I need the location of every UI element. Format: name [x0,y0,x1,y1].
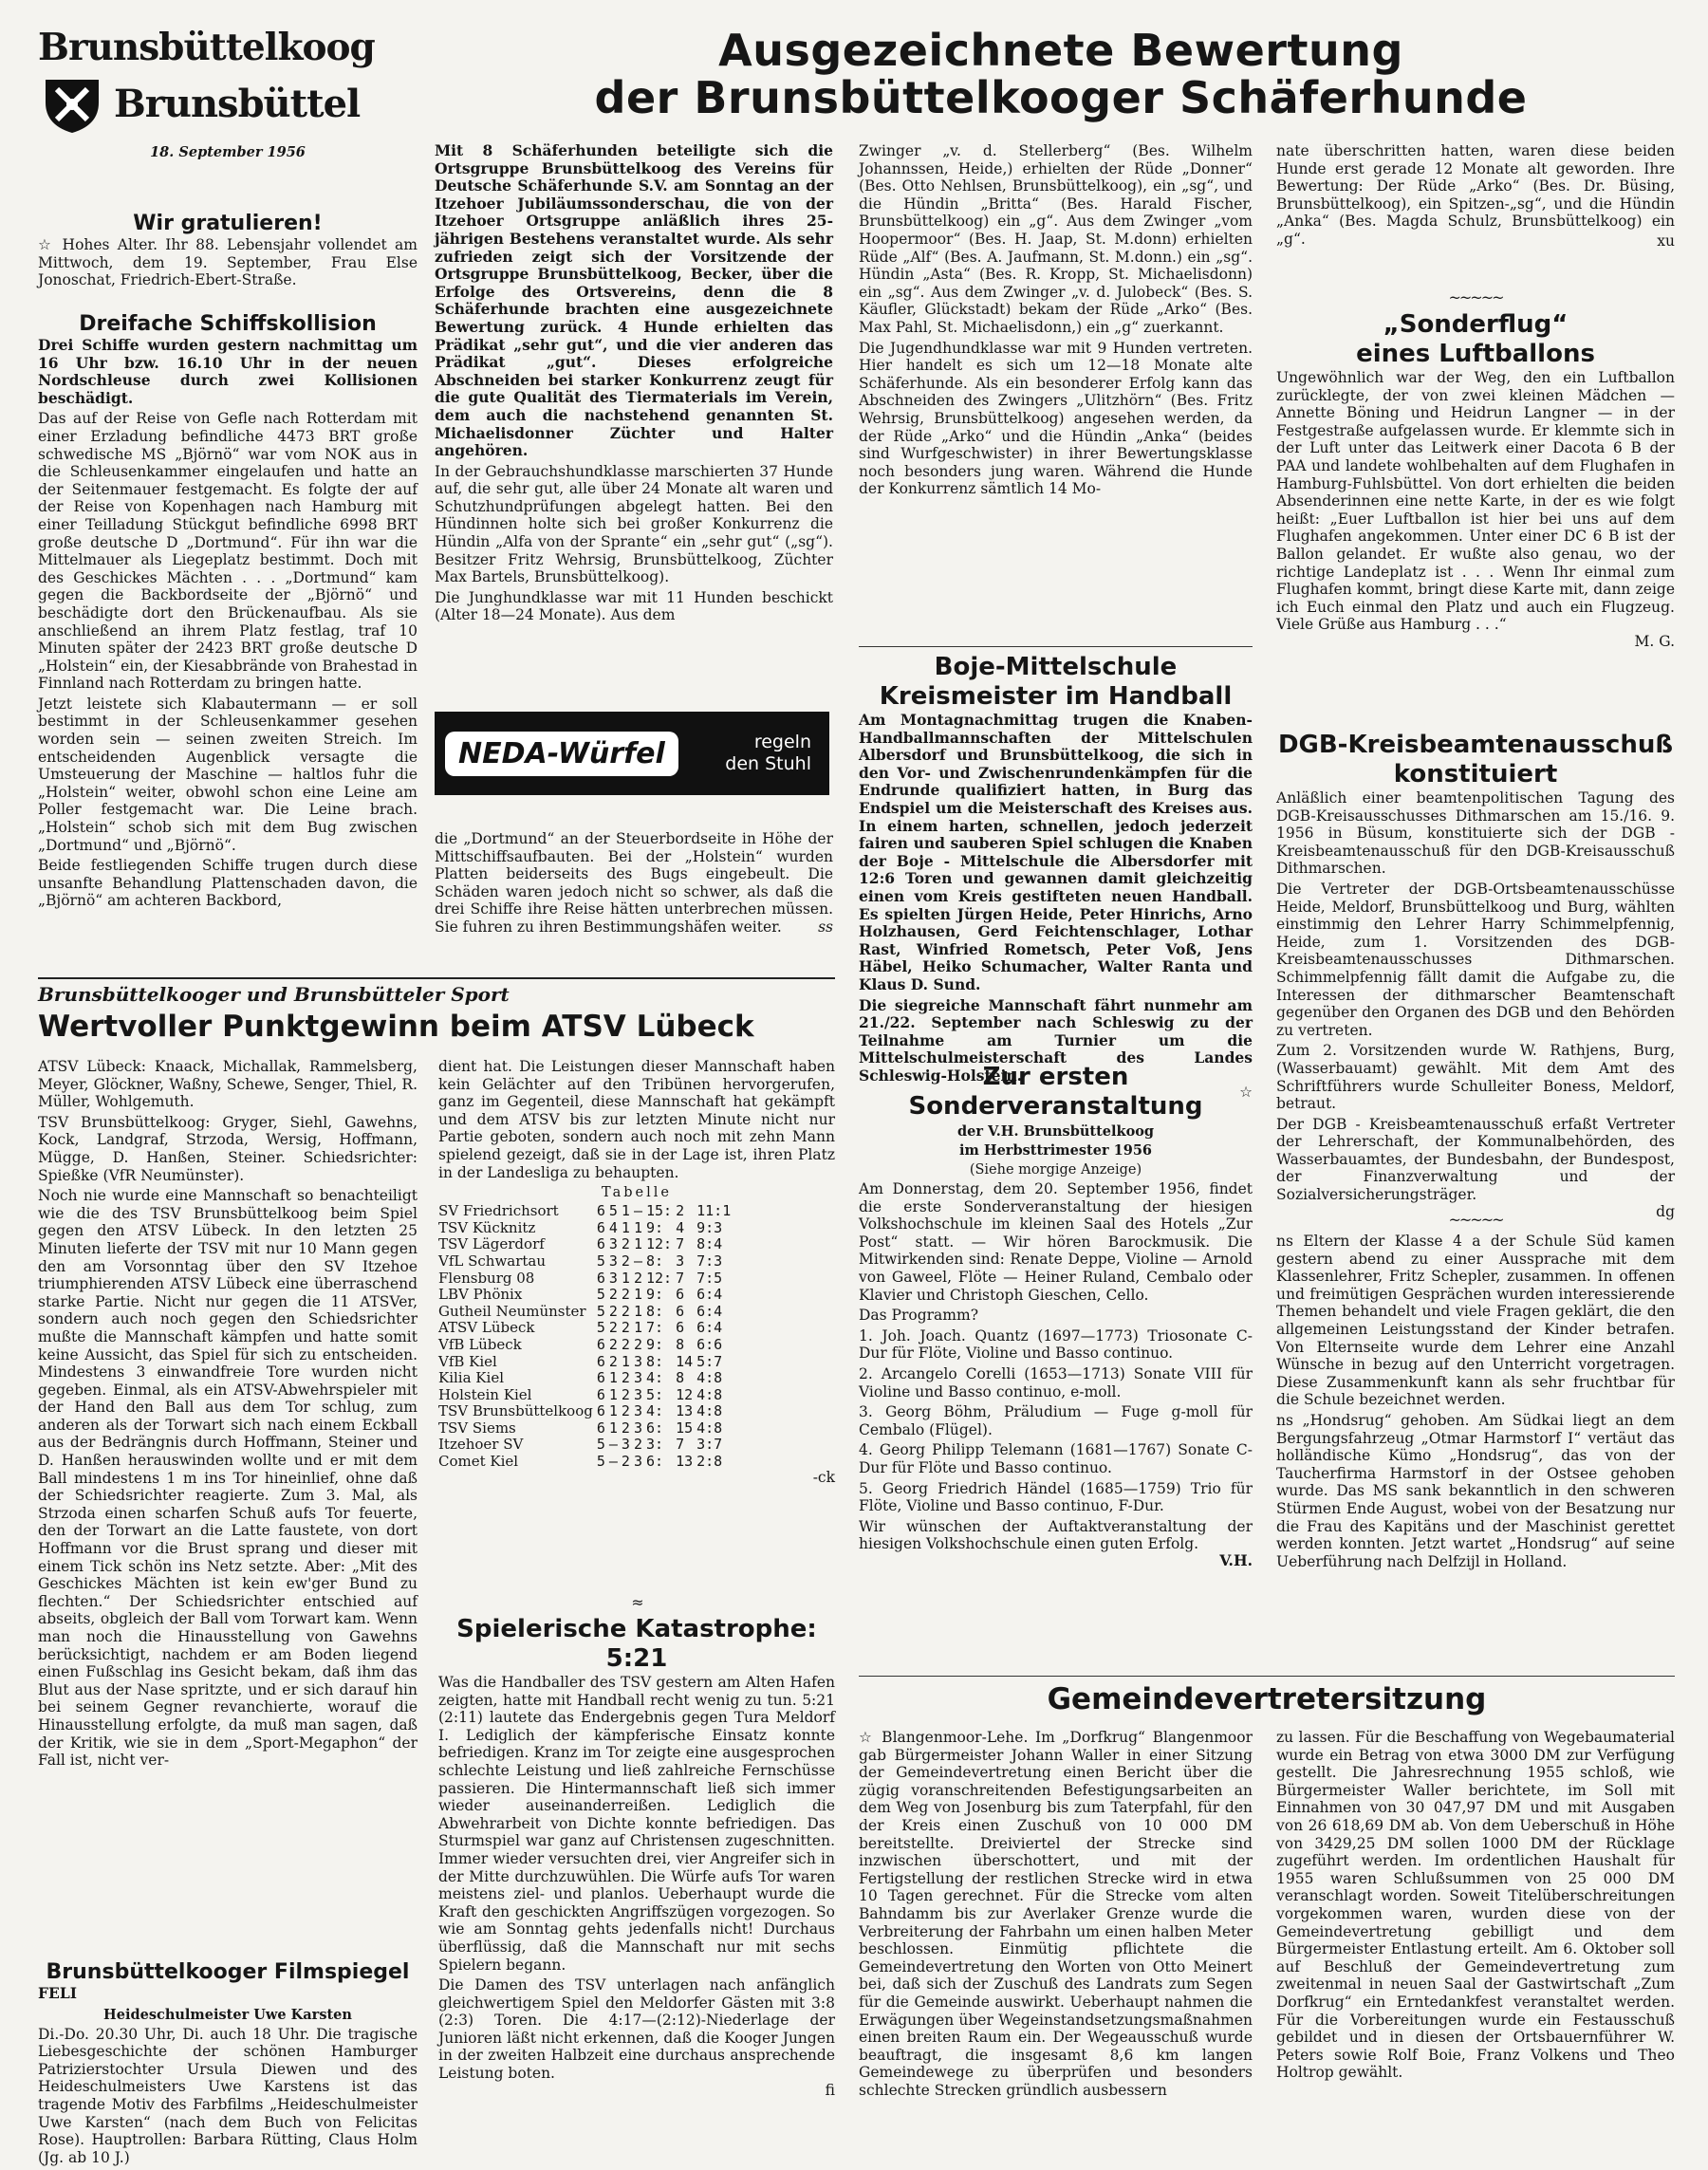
hunde-title-line1: Ausgezeichnete Bewertung [718,25,1403,76]
table-value-cell: 8: [645,1352,664,1370]
table-value-cell: 6:4 [696,1302,723,1320]
table-value-cell: 2 [633,1436,642,1454]
konzert-item: 3. Georg Böhm, Präludium — Fuge g-moll für Cembalo (Flügel). [859,1403,1253,1438]
table-value-cell: 1 [621,1269,630,1287]
table-value-cell: 2 [608,1335,618,1353]
table-value-cell: 4:8 [696,1419,723,1437]
table-team-cell: SV Friedrichsort [438,1202,559,1220]
table-row [438,1287,734,1304]
katastrophe-text2: Die Damen des TSV unterlagen nach anfänglich gleichwertigem Spiel den Meldorfer Gästen mit 3:8 (2:3) Toren. Die 4:17—(2:12)-Niederlage der Junioren läßt nicht erkennen, daß die Kooger Jungen in der zweiten Halbzeit eine durchaus ansprechende Leistung boten. [438,1976,835,2083]
table-value-cell: 1 [633,1235,642,1253]
table-value-cell: 3 [633,1419,642,1437]
dgb-sign: dg [1656,1202,1675,1220]
ballon-title-line1: „Sonderflug“ [1383,310,1569,339]
gemeinde-col1 [859,1729,1253,2102]
table-value-cell: 6 [596,1235,605,1253]
table-value-cell: 4: [645,1402,664,1420]
table-team-cell: ATSV Lübeck [438,1319,535,1337]
table-value-cell: 7 [676,1269,685,1287]
table-row [438,1253,734,1270]
hunde-paragraph: Die Junghundklasse war mit 11 Hunden beschickt (Alter 18—24 Monate). Aus dem [435,588,833,624]
gemeinde-text: ☆ Blangenmoor-Lehe. Im „Dorfkrug“ Blangenmoor gab Bürgermeister Johann Waller in einer Sitzung der Gemeindevertretung einen Bericht über die zügig voranschreitenden Befestigungsarbeiten an dem Weg von Josenburg bis zum Taterpfahl, für den der Kreis einen Zuschuß von 10 000 DM bereitstellte. Dreiviertel der Strecke sind inzwischen überschottert, und mit der Fertigstellung der restlichen Strecke wird in etwa 10 Tagen gerechnet. Für die Strecke vom alten Bahndamm bis zur Averlaker Grenze wurde die Verbreiterung der Fahrbahn um einen halben Meter beschlossen. Einmütig pflichtete die Gemeindevertretung den Worten von Otto Meinert bei, daß sich der Zuschuß des Landrats zum Segen für die Gemeinde auswirkt. Ueberhaupt nahmen die Erwägungen über Wegeinstandsetzungsmaßnahmen einen breiten Raum ein. Der Wegeausschuß wurde beauftragt, die insgesamt 8,6 km langen Gemeindewege zu überprüfen und besonders schlechte Strecken gründlich ausbessern [859,1729,1253,2099]
boje-p1: Am Montagnachmittag trugen die Knaben-Handballmannschaften der Mittelschulen Albersdorf und Brunsbüttelkoog, die sich in den Vor- und Zwischenrundenkämpfen für die Endrunde qualifiziert hatten, in Burg das Endspiel um die Meisterschaft des Kreises aus. In einem harten, schnellen, jedoch jederzeit fairen und sauberen Spiel schlugen die Knaben der Boje - Mittelschule die Albersdorfer mit 12:6 Toren und gewannen damit gleichzeitig einen vom Kreis gestifteten neuen Handball. Es spielten Jürgen Heide, Peter Hinrichs, Arno Holzhausen, Gerd Feichtenschlager, Lothar Rast, Winfried Rometsch, Peter Voß, Jens Häbel, Heiko Schumacher, Walter Ranta und Klaus D. Sund. [859,711,1253,993]
hunde-col3-p: Zwinger „v. d. Stellerberg“ (Bes. Wilhelm Johannssen, Heide,) erhielten der Rüde „Donner“ (Bes. Otto Nehlsen, Brunsbüttelkoog), ein „sg“, und die Hündin „Britta“ (Bes. Harald Fischer, Brunsbüttelkoog) ein „g“. Aus dem Zwinger „vom Hoopermoor“ (Bes. H. Jaap, St. M.donn) erhielten Rüde „Alf“ (Bes. A. Jaufmann, St. M.donn.) ein „sg“. Hündin „Asta“ (Bes. R. Kropp, St. Michaelisdonn) ein „sg“. Aus dem Zwinger „v. d. Julobeck“ (Bes. S. Käufler, Glückstadt) bekam der Rüde „Arko“ (Bes. Max Pahl, St. Michaelisdonn,) ein „g“ zuerkannt. [859,142,1253,336]
table-value-cell: 5 [596,1319,605,1337]
table-team-cell: TSV Kücknitz [438,1218,536,1236]
table-value-cell: 3 [633,1453,642,1471]
table-team-cell: Itzehoer SV [438,1436,524,1454]
table-value-cell: 1 [621,1218,630,1236]
table-value-cell: 4:8 [696,1402,723,1420]
issue-date: 18. September 1956 [150,144,306,160]
hunde-lead: Mit 8 Schäferhunden beteiligte sich die Ortsgruppe Brunsbüttelkoog des Vereins für Deutsche Schäferhunde S.V. am Sonntag an der Itzehoer Jubiläumssonderschau, die von der Itzehoer Ortsgruppe anläßlich ihres 25-jährigen Bestehens veranstaltet wurde. Als sehr zufrieden zeigt sich der Vorsitzende der Ortsgruppe Brunsbüttelkoog, Becker, über die Erfolge des Ortsvereins, denn die 8 Schäferhunde brachten eine ausgezeichnete Bewertung zurück. 4 Hunde erhielten das Prädikat „sehr gut“, und die vier anderen das Prädikat „gut“. Dieses erfolgreiche Abschneiden bei starker Konkurrenz zeugt für die gute Qualität des Tiermaterials im Verein, dem auch die nachstehend genannten St. Michaelisdonner Züchter und Halter angehören. [435,141,833,460]
table-value-cell: — [608,1453,618,1471]
table-team-cell: Gutheil Neumünster [438,1302,586,1320]
article-katastrophe [438,1589,835,2102]
table-value-cell: 13 [676,1453,694,1471]
table-value-cell: 2 [608,1302,618,1320]
table-value-cell: 1 [633,1286,642,1304]
sport-top-rule [38,977,835,979]
table-value-cell: 9:3 [696,1218,723,1236]
table-team-cell: Kilia Kiel [438,1369,504,1387]
table-value-cell: 1 [633,1302,642,1320]
dgb-p: Der DGB - Kreisbeamtenausschuß erfaßt Vertreter der Lehrerschaft, der Kommunalbehörden, des Wasserbauamtes, der Bundesbahn, der Bundespost, der Finanzverwaltung und der Sozialversicherungsträger. [1276,1115,1675,1204]
sport-col2 [438,1058,835,1490]
article-boje [859,640,1253,1104]
table-value-cell: 12: [645,1269,673,1287]
table-value-cell: 3: [645,1436,664,1454]
table-value-cell: 4 [676,1218,685,1236]
kollision-title: Dreifache Schiffskollision [79,312,377,336]
film-movie: Heideschulmeister Uwe Karsten [103,2006,352,2023]
kollision-continuation: die „Dortmund“ an der Steuerbordseite in Höhe der Mittschiffsaufbauten. Bei der „Holstein“ wurden Platten beiderseits des Bugs eingebeult. Die Schäden waren jedoch nicht so schwer, als daß die drei Schiffe ihre Reise hätten unterbrechen müssen. Sie fuhren zu ihren Bestimmungshäfen weiter. [435,830,833,936]
table-row [438,1370,734,1387]
hunde-col2 [859,142,1253,501]
hunde-title-line2: der Brunsbüttelkooger Schäferhunde [594,72,1528,123]
dgb-p: Die Vertreter der DGB-Ortsbeamtenausschüsse Heide, Meldorf, Brunsbüttelkoog und Burg, wählten einstimmig den Lehrer Harry Schimmelpfennig, Heide, zum 1. Vorsitzenden des DGB-Kreisbeamtenausschusses Dithmarschen. Schimmelpfennig fällt damit die Aufgabe zu, die Interessen der dithmarscher Beamtenschaft gegenüber den Organen des DGB und den Behörden zu vertreten. [1276,880,1675,1039]
table-value-cell: 3 [633,1352,642,1370]
table-value-cell: 8 [676,1335,685,1353]
table-value-cell: 1 [621,1352,630,1370]
ornament-divider: ≈ [631,1593,642,1611]
table-value-cell: 2 [621,1319,630,1337]
table-value-cell: 6 [596,1419,605,1437]
table-value-cell: 5 [596,1286,605,1304]
table-team-cell: LBV Phönix [438,1286,523,1304]
table-team-cell: VfB Lübeck [438,1335,522,1353]
ballon-text: Ungewöhnlich war der Weg, den ein Luftballon zurücklegte, der von zwei kleinen Mädchen — Annette Böning und Heidrun Langner — in der Festgestraße aufgelassen wurde. Er klemmte sich in der Luft unter das Leitwerk einer Dacota 6 B der PAA und landete wohlbehalten auf dem Flughafen in Hamburg-Fuhlsbüttel. Von dort erhielten die beiden Absenderinnen eine nette Karte, in der es wie folgt heißt: „Euer Luftballon ist hier bei uns auf dem Flughafen angekommen. Unter einer DC 6 B ist der Ballon gelandet. Er wußte also genau, wo der richtige Landeplatz ist . . . Wenn Ihr einmal zum Flughafen kommt, bringt diese Karte mit, dann zeige ich Euch einmal den Platz und auch ein Flugzeug. Viele Grüße aus Hamburg . . .“ [1276,369,1675,634]
table-value-cell: 3 [608,1235,618,1253]
table-value-cell: 2:8 [696,1453,723,1471]
table-value-cell: 3:7 [696,1436,723,1454]
table-team-cell: TSV Siems [438,1419,516,1437]
film-cinema: FELI [38,1984,77,2002]
table-row [438,1236,734,1253]
table-value-cell: 8:4 [696,1235,723,1253]
masthead [38,27,418,163]
table-value-cell: 6 [676,1319,685,1337]
konzert-item: 4. Georg Philipp Telemann (1681—1767) Sonate C-Dur für Flöte und Basso continuo. [859,1441,1253,1476]
table-value-cell: 7:3 [696,1252,723,1270]
dgb-title-line1: DGB-Kreisbeamtenausschuß [1277,731,1674,759]
sport-col1 [38,1058,418,1772]
table-value-cell: 2 [621,1453,630,1471]
league-table [438,1203,734,1471]
table-value-cell: 6 [596,1352,605,1370]
table-value-cell: 3 [633,1369,642,1387]
table-value-cell: 6:4 [696,1319,723,1337]
table-value-cell: 8 [676,1369,685,1387]
kollision-paragraph: Beide festliegenden Schiffe trugen durch diese unsanfte Behandlung Plattenschaden davon, die „Björnö“ am achteren Backbord, [38,857,418,910]
kollision-lead: Drei Schiffe wurden gestern nachmittag um 16 Uhr bzw. 16.10 Uhr in der neuen Nordschleuse durch zwei Kollisionen beschädigt. [38,336,418,407]
konzert-sub: (Siehe morgige Anzeige) [969,1162,1142,1178]
table-team-cell: VfL Schwartau [438,1252,547,1270]
konzert-program-q: Das Programm? [859,1307,978,1325]
table-value-cell: 1 [608,1385,618,1403]
ballon-sign: M. G. [1634,632,1675,650]
table-row [438,1320,734,1337]
table-value-cell: 6: [645,1419,664,1437]
section-wir-gratulieren [38,211,418,293]
table-row [438,1354,734,1371]
gemeinde-text: zu lassen. Für die Beschaffung von Wegebaumaterial wurde ein Betrag von etwa 3000 DM zur Verfügung gestellt. Die Jahresrechnung 1955 schloß, wie Bürgermeister Waller berichtete, im Soll mit Einnahmen von 30 047,97 DM und mit Ausgaben von 26 618,69 DM ab. Von dem Ueberschuß in Höhe von 3429,25 DM sollen 1000 DM der Rücklage zugeführt werden. Im ordentlichen Haushalt für 1955 waren Schlußsummen von 25 000 DM veranschlagt worden. Soweit Titelüberschreitungen vorgekommen waren, wurden diese von der Gemeindevertretung gebilligt und dem Bürgermeister Entlastung erteilt. Am 6. Oktober soll auf Beschluß der Gemeindevertretung zum zweitenmal in neuen Saal der Gastwirtschaft „Zum Dorfkrug“ ein Erntedankfest veranstaltet werden. Für die Vorbereitungen wurde ein Festausschuß gebildet und in diesen der Ortsbauernführer W. Peters sowie Rolf Boie, Franz Volkens und Theo Holtrop gewählt. [1276,1729,1675,2082]
table-value-cell: 4:8 [696,1385,723,1403]
table-value-cell: 15: [645,1202,673,1220]
table-value-cell: 3 [633,1402,642,1420]
konzert-outro: Wir wünschen der Auftaktveranstaltung der hiesigen Volkshochschule einen guten Erfolg. [859,1517,1253,1553]
table-value-cell: 6: [645,1453,664,1471]
hunde-col1 [435,142,833,627]
table-value-cell: 6 [596,1202,605,1220]
katastrophe-title: Spielerische Katastrophe: 5:21 [456,1615,817,1673]
ballon-title-line2: eines Luftballons [1356,340,1595,368]
table-value-cell: 15 [676,1419,694,1437]
table-value-cell: 9: [645,1218,664,1236]
table-value-cell: 2 [621,1402,630,1420]
konzert-intro: Am Donnerstag, dem 20. September 1956, findet die erste Sonderveranstaltung der hiesigen Volkshochschule im kleinen Saal des Hotels „Zur Post“ statt. — Wir hören Barockmusik. Die Mitwirkenden sind: Renate Deppe, Violine — Arnold von Gaweel, Flöte — Heiner Ruland, Cembalo oder Klavier und Christoph Gieschen, Cello. [859,1180,1253,1304]
table-value-cell: 6 [676,1286,685,1304]
konzert-title-line2: Sonderveranstaltung [908,1092,1203,1121]
masthead-line2: Brunsbüttel [114,82,361,126]
sport-band: Brunsbüttelkooger und Brunsbütteler Sport [38,983,510,1006]
table-row [438,1337,734,1354]
table-value-cell: 5 [596,1453,605,1471]
table-value-cell: 6 [596,1402,605,1420]
table-value-cell: 1 [608,1369,618,1387]
table-value-cell: 2 [633,1335,642,1353]
sport-lineup: ATSV Lübeck: Knaack, Michallak, Rammelsberg, Meyer, Glöckner, Waßny, Schewe, Senger, Thiel, R. Müller, Wohlgemuth. [38,1058,418,1111]
wir-title: Wir gratulieren! [133,212,323,235]
table-value-cell: 9: [645,1335,664,1353]
table-value-cell: 7:5 [696,1269,723,1287]
table-team-cell: TSV Brunsbüttelkoog [438,1402,593,1420]
table-row [438,1437,734,1454]
coat-of-arms-icon [38,74,106,135]
kollision-paragraph: Jetzt leistete sich Klabautermann — er soll bestimmt in der Schleusenkammer gesehen worden sein — seinen zweiten Streich. Im entscheidenden Augenblick versagte die Umsteuerung der Maschine — haltlos fuhr die „Holstein“ weiter, obwohl schon eine Leine am Poller festgemacht war. Die Leine brach. „Holstein“ schob sich mit dem Bug zwischen „Dortmund“ und „Björnö“. [38,695,418,854]
table-value-cell: 9: [645,1286,664,1304]
gemeinde-title: Gemeindevertretersitzung [1047,1682,1487,1716]
table-value-cell: 2 [621,1235,630,1253]
table-row [438,1270,734,1288]
sport-lineup: TSV Brunsbüttelkoog: Gryger, Siehl, Gawehns, Kock, Landgraf, Strzoda, Wersig, Hoffmann, Mügge, D. Hanßen, Steiner. Schiedsrichter: Spießke (VfR Neumünster). [38,1113,418,1184]
table-value-cell: 6 [596,1385,605,1403]
film-text: Di.-Do. 20.30 Uhr, Di. auch 18 Uhr. Die tragische Liebesgeschichte der schönen Hamburger Patrizierstochter Ursula Diewen und des Heideschulmeisters Uwe Karstens ist das tragende Motiv des Farbfilms „Heideschulmeister Uwe Karsten“ (nach dem Buch von Felicitas Rose). Hauptrollen: Barbara Rütting, Claus Holm (Jg. ab 10 J.) [38,2025,418,2166]
hunde-paragraph: In der Gebrauchshundklasse marschierten 37 Hunde auf, die sehr gut, alle über 24 Monate alt waren und Schutzhundprüfungen abgelegt hatten. Bei den Hündinnen holte sich bei großer Konkurrenz die Hündin „Alfa von der Sprante“ ein „sehr gut“ („sg“). Besitzer Fritz Wehrsig, Brunsbüttelkoog, Züchter Max Bartels, Brunsbüttelkoog). [435,462,833,586]
table-row [438,1220,734,1237]
table-value-cell: 3 [621,1436,630,1454]
table-value-cell: 5 [596,1252,605,1270]
table-value-cell: 6:4 [696,1286,723,1304]
table-value-cell: 2 [608,1319,618,1337]
table-value-cell: 5: [645,1385,664,1403]
table-value-cell: 2 [608,1352,618,1370]
table-value-cell: 5 [596,1302,605,1320]
boje-sign: ☆ [1239,1084,1253,1102]
konzert-title-line1: Zur ersten [982,1063,1129,1091]
boje-title-line2: Kreismeister im Handball [879,682,1233,711]
article-dgb [1276,731,1675,1223]
table-sign: -ck [812,1468,835,1486]
table-value-cell: 1 [608,1419,618,1437]
table-value-cell: 8: [645,1302,664,1320]
table-value-cell: 12 [676,1385,694,1403]
katastrophe-sign: fi [825,2081,835,2099]
table-value-cell: 7 [676,1436,685,1454]
table-value-cell: 6 [676,1302,685,1320]
dgb-p: Anläßlich einer beamtenpolitischen Tagung des DGB-Kreisausschusses Dithmarschen am 15./16. 9. 1956 in Büsum, konstituierte sich der DGB - Kreisbeamtenausschuß für den DGB-Kreisausschuß Dithmarschen. [1276,789,1675,878]
article-film [38,1959,418,2169]
kollision-paragraph: Das auf der Reise von Gefle nach Rotterdam mit einer Erzladung befindliche 4473 BRT große schwedische MS „Björnö“ war vom NOK aus in die Schleusenkammer eingelaufen und hatte an der Seitenmauer festgemacht. Es folgte der auf der Reise von Kopenhagen nach Hamburg mit einer Teilladung Stückgut befindliche 6998 BRT große deutsche D „Dortmund“. Für ihn war die Mittelmauer als Liegeplatz bestimmt. Doch mit des Geschickes Mächten . . . „Dortmund“ kam gegen die Backbordseite der „Björnö“ und beschädigte dort den Brückenaufbau. Als sie anschließend an ihrem Platz festlag, traf 10 Minuten später der 2423 BRT große deutsche D „Holstein“ ein, der Kiesabbrände von Brahestad in Finnland nach Rotterdam zu bringen hatte. [38,410,418,693]
boje-title-line1: Boje-Mittelschule [934,653,1178,681]
wir-text: ☆ Hohes Alter. Ihr 88. Lebensjahr vollendet am Mittwoch, dem 19. September, Frau Else Jonoschat, Friedrich-Ebert-Straße. [38,236,418,289]
table-team-cell: VfB Kiel [438,1352,497,1370]
table-value-cell: 7: [645,1319,664,1337]
konzert-item: 5. Georg Friedrich Händel (1685—1759) Trio für Flöte, Violine und Basso continuo, F-Dur. [859,1479,1253,1515]
ad-brand: NEDA-Würfel [445,732,678,776]
table-row [438,1403,734,1420]
table-value-cell: 1 [621,1202,630,1220]
sport-report-cont: dient hat. Die Leistungen dieser Mannschaft haben kein Gelächter auf den Tribünen hervorgerufen, ganz im Gegenteil, diese Mannschaft hat gekämpft und dem ATSV bis zur letzten Minute nicht nur Partie geboten, sondern auch noch mit zehn Mann spielend gezeigt, daß sie in der Lage ist, ihren Platz in der Landesliga zu behaupten. [438,1058,835,1181]
table-value-cell: 3 [608,1252,618,1270]
table-value-cell: 2 [621,1419,630,1437]
schule-p1: ns Eltern der Klasse 4 a der Schule Süd kamen gestern abend zu einer Aussprache mit dem Klassenlehrer, Fritz Schepler, zusammen. In offenen und freimütigen Gesprächen wurden interessierende Themen behandelt und viele Fragen geklärt, die den allgemeinen Leistungsstand der Kinder betrafen. Von Elternseite wurde dem Lehrer eine Anzahl Wünsche in bezug auf den Unterricht vorgetragen. Diese Zusammenkunft kann als sehr fruchtbar für die Schule bezeichnet werden. [1276,1233,1675,1409]
hunde-col4: nate überschritten hatten, waren diese beiden Hunde erst gerade 12 Monate alt geworden. Ihre Bewertung: Der Rüde „Arko“ (Bes. Dr. Büsing, Brunsbüttelkoog), ein Spitzen-„sg“, und die Hündin „Anka“ (Bes. Magda Schulz, Brunsbüttelkoog) ein „g“. [1276,142,1675,248]
sport-report: Noch nie wurde eine Mannschaft so benachteiligt wie die des TSV Brunsbüttelkoog beim Spiel gegen den ATSV Lübeck. In den letzten 25 Minuten lieferte der TSV mit nur 10 Mann gegen den am Vorsonntag über den SV Itzehoe triumphierenden ATSV Lübeck eine überraschend starke Partie. Nicht nur gegen die 11 ATSVer, sondern auch noch gegen den Schiedsrichter mußte die Mannschaft kämpfen und hatte somit keine Aussicht, das Spiel für sich zu entscheiden. Mindestens 3 einwandfreie Tore wurden nicht gegeben. Einmal, als ein ATSV-Abwehrspieler mit der Hand den Ball aus dem Tor schlug, zum anderen als der Torwart sich nach einem Eckball aus der Bedrängnis durch Hoffmann, Steiner und D. Hanßen herauswinden wollte und er mit dem Ball mindestens 1 m ins Tor hineinlief, ohne daß der Schiedsrichter reagierte. Zum 3. Mal, als Strzoda einen scharfen Schuß aufs Tor feuerte, den der Torwart an die Latte faustete, von dort Hoffmann vor die Brust sprang und dieser mit einem Tick schön ins Netz setzte. Aber: „Mit des Geschickes Mächten ist kein ew'ger Bund zu flechten.“ Der Schiedsrichter entschied auf abseits, obgleich der Ball vom Torwart kam. Wenn man noch die Hinausstellung von Gawehns berücksichtigt, nachdem er am Boden liegend einen Fußschlag ins Gesicht bekam, daß ihm das Blut aus der Nase spritzte, und er sich darauf hin bei seinem Gegner revanchierte, worauf die Hinausstellung erfolgte, da muß man sagen, daß der Kritik, wie sie in dem „Sport-Megaphon“ der Fall ist, nicht ver- [38,1187,418,1770]
table-value-cell: 5:7 [696,1352,723,1370]
table-team-cell: Comet Kiel [438,1453,519,1471]
table-value-cell: 2 [676,1202,685,1220]
konzert-sign: V.H. [1219,1550,1253,1569]
table-value-cell: 2 [621,1369,630,1387]
table-value-cell: 1 [633,1218,642,1236]
table-value-cell: 11:1 [696,1202,732,1220]
table-value-cell: 6 [596,1369,605,1387]
table-value-cell: 14 [676,1352,694,1370]
table-value-cell: 4:8 [696,1369,723,1387]
table-value-cell: 3 [608,1269,618,1287]
article-schiffskollision [38,311,418,913]
ad-slogan: regeln den Stuhl [725,732,811,774]
table-row [438,1203,734,1220]
katastrophe-text: Was die Handballer des TSV gestern am Alten Hafen zeigten, hatte mit Handball recht wenig zu tun. 5:21 (2:11) lautete das Endergebnis gegen Tura Meldorf I. Lediglich der kämpferische Einsatz konnte befriedigen. Kranz im Tor zeigte eine ausgesprochen schlechte Leistung und ließ zahlreiche Fernschüsse passieren. Die Hintermannschaft ließ sich immer wieder auseinanderreißen. Lediglich die Abwehrarbeit von Dichte konnte befriedigen. Das Sturmspiel war ganz auf Christensen zugeschnitten. Immer wieder versuchten drei, vier Angreifer sich in der Mitte durchzuwühlen. Die Würfe aufs Tor waren meistens ziel- und planlos. Ueberhaupt wurde die Kraft den geschickten Angriffszügen vorgezogen. So wie am Sonntag gehts jedenfalls nicht! Durchaus überflüssig, daß die Mannschaft nur mit sechs Spielern begann. [438,1674,835,1974]
konzert-item: 1. Joh. Joach. Quantz (1697—1773) Triosonate C-Dur für Flöte, Violine und Basso continuo. [859,1326,1253,1363]
table-value-cell: — [633,1252,642,1270]
boje-p2: Die siegreiche Mannschaft fährt nunmehr am 21./22. September nach Schleswig zu der Teilnahme am Turnier um die Mittelschulmeisterschaft des Landes Schleswig-Holstein. [859,995,1253,1085]
kollision-sign: ss [818,918,833,936]
neda-ad[interactable] [435,712,829,795]
konzert-sub: im Herbsttrimester 1956 [958,1142,1152,1159]
table-value-cell: 2 [633,1269,642,1287]
table-row [438,1420,734,1437]
table-value-cell: — [608,1436,618,1454]
table-value-cell: 3 [676,1252,685,1270]
table-team-cell: Flensburg 08 [438,1269,535,1287]
dgb-p: Zum 2. Vorsitzenden wurde W. Rathjens, Burg, (Wasserbauamt) gewählt. Mit dem Amt des Schriftführers wurde Schulleiter Boness, Meldorf, betraut. [1276,1042,1675,1113]
table-value-cell: 2 [621,1335,630,1353]
article-konzert [859,1063,1253,1572]
hunde-col3 [1276,142,1675,252]
masthead-line1: Brunsbüttelkoog [38,26,375,69]
table-value-cell: 6 [596,1335,605,1353]
article-ballon [1276,285,1675,654]
table-value-cell: 3 [633,1385,642,1403]
ornament-divider: ~~~~~ [1448,288,1503,306]
headline-schaeferhunde [435,27,1687,121]
table-value-cell: 2 [621,1286,630,1304]
hunde-col3-p: Die Jugendhundklasse war mit 9 Hunden vertreten. Hier handelt es sich um 12—18 Monate alte Schäferhunde. Als ein besonderer Erfolg kann das Abschneiden des Zwingers „Ulitzhörn“ (Bes. Fritz Wehrsig, Brunsbüttelkoog) angesehen werden, da der Rüde „Arko“ und die Hündin „Anka“ (beides sind Wurfgeschwister) in ihrer Bewertungsklasse noch besonders jung waren. Während die Hunde der Konkurrenz sämtlich 14 Mo- [859,339,1253,498]
table-value-cell: 13 [676,1402,694,1420]
table-value-cell: 5 [608,1202,618,1220]
table-value-cell: 6:6 [696,1335,723,1353]
gemeinde-header [859,1670,1675,1716]
hunde-sign: xu [1657,232,1675,250]
table-value-cell: 12: [645,1235,673,1253]
table-team-cell: Holstein Kiel [438,1385,532,1403]
table-value-cell: 2 [621,1385,630,1403]
sport-title: Wertvoller Punktgewinn beim ATSV Lübeck [38,1010,754,1044]
film-title: Brunsbüttelkooger Filmspiegel [46,1960,410,1984]
table-value-cell: — [633,1202,642,1220]
table-row [438,1304,734,1321]
table-value-cell: 2 [621,1252,630,1270]
table-team-cell: TSV Lägerdorf [438,1235,545,1253]
table-value-cell: 6 [596,1218,605,1236]
table-value-cell: 1 [633,1319,642,1337]
article-lokales [1276,1207,1675,1573]
table-row [438,1387,734,1404]
table-value-cell: 2 [608,1286,618,1304]
dgb-title-line2: konstituiert [1393,760,1558,788]
table-value-cell: 1 [608,1402,618,1420]
table-value-cell: 8: [645,1252,664,1270]
gemeinde-col2 [1276,1729,1675,2085]
table-value-cell: 5 [596,1436,605,1454]
konzert-item: 2. Arcangelo Corelli (1653—1713) Sonate VIII für Violine und Basso continuo, e-moll. [859,1364,1253,1400]
table-value-cell: 4 [608,1218,618,1236]
sport-section [38,977,835,1044]
table-value-cell: 4: [645,1369,664,1387]
table-value-cell: 6 [596,1269,605,1287]
schule-p2: ns „Hondsrug“ gehoben. Am Südkai liegt an dem Bergungsfahrzeug „Otmar Harmstorf I“ vertäut das holländische Kümo „Hondsrug“, das von der Taucherfirma Harmstorf in der Ostsee gehoben wurde. Das MS sank bekanntlich in den schweren Stürmen Ende August, wobei von der Besatzung nur die Frau des Kapitäns und der Maschinist gerettet werden konnten. Jetzt wartet „Hondsrug“ auf seine Ueberführung nach Delfzijl in Holland. [1276,1411,1675,1570]
table-value-cell: 7 [676,1235,685,1253]
table-title: Tabelle [602,1185,672,1201]
konzert-sub: der V.H. Brunsbüttelkoog [956,1123,1155,1140]
kollision-continuation-block [435,830,833,938]
table-value-cell: 2 [621,1302,630,1320]
ornament-divider: ~~~~~ [1448,1211,1503,1229]
